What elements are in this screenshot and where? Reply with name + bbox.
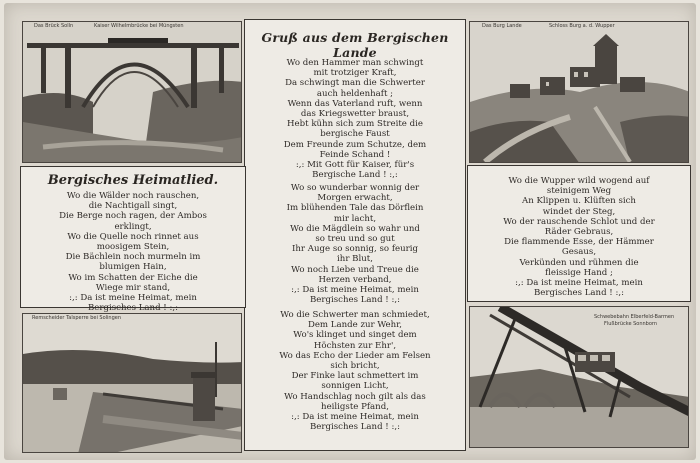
railway-caption: Schwebebahn Elberfeld-Barmen xyxy=(594,314,675,320)
bridge-photo xyxy=(22,21,242,163)
verse-5: Wo die Wupper wild wogend auf steinigem Weg An Klippen u. Klüften sich windet der Steg, Wo der rauschende Schlot und der Räder Gebraus, Die flammende Esse, der Hämmer Gesaus, Verkünden und rühmen die fleissige Hand ; :,: Da ist meine Heimat, mein Bergisches Land ! :,: xyxy=(503,176,655,299)
postcard xyxy=(4,3,696,460)
center-text-panel xyxy=(244,19,466,451)
castle-caption: Das Burg Lande xyxy=(482,23,522,29)
verse-3: Wo so wunderbar wonnig der Morgen erwacht, Im blühenden Tale das Dörflein mir lacht, Wo die Mägdlein so wahr und so treu und so gut Ihr Auge so sonnig, so feurig ihr Blut, Wo noch Liebe und Treue die Herzen verband, :,: Da ist meine Heimat, mein Bergisches Land ! :,: xyxy=(286,183,424,306)
dam-photo xyxy=(22,313,242,453)
castle-photo xyxy=(469,21,689,163)
railway-photo xyxy=(469,306,689,448)
castle-caption-right: Schloss Burg a. d. Wupper xyxy=(549,23,615,29)
card-title: Gruß aus dem Bergischen Lande xyxy=(261,30,449,60)
bridge-caption-right: Kaiser Wilhelmbrücke bei Müngsten xyxy=(94,23,184,29)
verse-1: Wo die Wälder noch rauschen, die Nachtigall singt, Die Berge noch ragen, der Ambos erklingt, Wo die Quelle noch rinnet aus moosigem Stein, Die Bächlein noch murmeln im blumigen Hain, Wo im Schatten der Eiche die Wiege mir stand, :,: Da ist meine Heimat, mein Bergisches Land ! :,: xyxy=(59,191,207,314)
verse-4: Wo die Schwerter man schmiedet, Dem Lande zur Wehr, Wo's klinget und singet dem Höchsten zur Ehr', Wo das Echo der Lieder am Felsen sich bricht, Der Finke laut schmettert im sonnigen Licht, Wo Handschlag noch gilt als das heiligste Pfand, :,: Da ist meine Heimat, mein Bergisches Land ! :,: xyxy=(279,310,431,433)
left-text-panel xyxy=(20,166,246,314)
right-text-panel xyxy=(467,165,691,302)
bridge-caption: Das Brück Solln xyxy=(34,23,74,29)
song-title: Bergisches Heimatlied. xyxy=(47,173,219,188)
verse-2: Wo den Hammer man schwingt mit trotziger Kraft, Da schwingt man die Schwerter auch heldenhaft ; Wenn das Vaterland ruft, wenn das Kriegswetter braust, Hebt kühn sich zum Streite die bergische Faust Dem Freunde zum Schutze, dem Feinde Schand ! :,: Mit Gott für Kaiser, für's Bergische Land ! :,: xyxy=(283,58,427,181)
dam-caption: Remscheider Talsperre bei Solingen xyxy=(32,315,122,321)
railway-caption-2: Flußbrücke Sonnborn xyxy=(604,321,658,327)
